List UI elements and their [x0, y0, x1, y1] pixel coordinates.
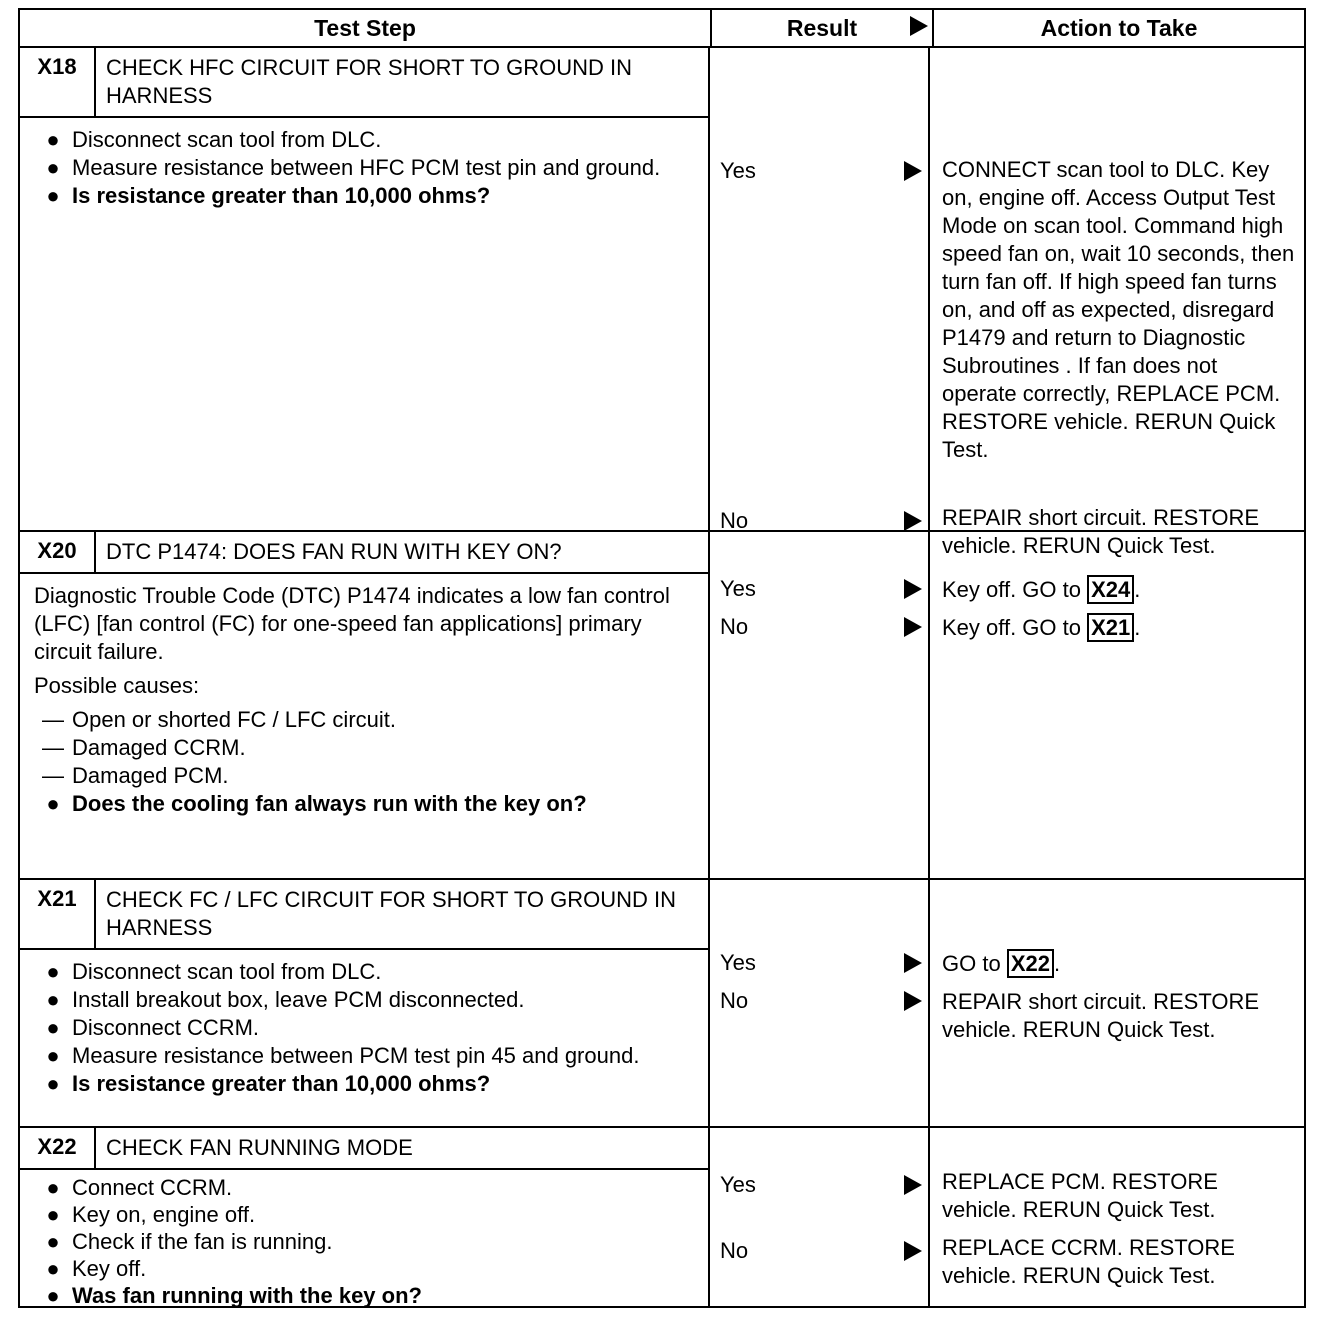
- list-item: [34, 1042, 698, 1070]
- list-item: [34, 154, 698, 182]
- arrow-icon: [904, 991, 922, 1011]
- list-item: [34, 762, 698, 790]
- list-item: [34, 1201, 698, 1228]
- step-id: X21: [20, 880, 96, 948]
- x22-step: [20, 1128, 710, 1306]
- action-yes: [942, 576, 1296, 604]
- list-item: [34, 1282, 698, 1309]
- section-x20: [20, 532, 1304, 880]
- action-yes: [942, 950, 1296, 978]
- result-no: [720, 508, 922, 534]
- bullet-icon: ●: [46, 1175, 60, 1200]
- x22-action: [930, 1128, 1304, 1306]
- arrow-icon: [910, 16, 928, 36]
- action-yes: CONNECT scan tool to DLC. Key on, engine off. Access Output Test Mode on scan tool. Command high speed fan on, wait 10 seconds, then turn fan off. If high speed fan turns on, and off as expected, disregard P1479 and return to Diagnostic Subroutines . If fan does not operate correctly, REPLACE PCM. RESTORE vehicle. RERUN Quick Test.: [942, 157, 1295, 462]
- bullet-icon: ●: [46, 183, 60, 208]
- bullet-text: Key on, engine off.: [72, 1202, 256, 1227]
- bullet-text: Disconnect scan tool from DLC.: [72, 127, 382, 152]
- result-yes-label: Yes: [720, 576, 756, 601]
- step-ref-x22[interactable]: X22: [1007, 949, 1054, 978]
- result-yes: [720, 158, 922, 184]
- result-no-label: No: [720, 988, 749, 1013]
- list-item: [34, 706, 698, 734]
- bullet-text: Connect CCRM.: [72, 1175, 233, 1200]
- step-ref-x24[interactable]: X24: [1087, 575, 1134, 604]
- action-suffix: .: [1053, 951, 1061, 976]
- bullet-text: Measure resistance between PCM test pin 45 and ground.: [72, 1043, 640, 1068]
- result-yes-label: Yes: [720, 158, 756, 183]
- bullet-icon: ●: [46, 1256, 60, 1281]
- list-item: [34, 1014, 698, 1042]
- list-item: [34, 1174, 698, 1201]
- x22-result: [710, 1128, 930, 1306]
- result-yes-label: Yes: [720, 1172, 756, 1197]
- cause-text: Open or shorted FC / LFC circuit.: [72, 707, 396, 732]
- table-header: [20, 10, 1304, 48]
- action-no: REPAIR short circuit. RESTORE vehicle. RERUN Quick Test.: [942, 505, 1260, 558]
- x21-body: [20, 950, 708, 1106]
- action-no: [942, 614, 1296, 642]
- cause-text: Damaged CCRM.: [72, 735, 246, 760]
- x22-body: [20, 1170, 708, 1317]
- bullet-text: Check if the fan is running.: [72, 1229, 333, 1254]
- step-ref-x21[interactable]: X21: [1087, 613, 1134, 642]
- bullet-question: Does the cooling fan always run with the key on?: [72, 791, 587, 816]
- dash-icon: —: [42, 763, 64, 788]
- action-yes-text: GO to: [942, 951, 1001, 976]
- dash-icon: —: [42, 735, 64, 760]
- header-test-step: Test Step: [20, 10, 712, 46]
- header-result-label: Result: [786, 14, 858, 41]
- x18-action: [930, 48, 1304, 558]
- bullet-icon: ●: [46, 127, 60, 152]
- bullet-icon: ●: [46, 155, 60, 180]
- list-item: [34, 1228, 698, 1255]
- bullet-icon: ●: [46, 1229, 60, 1254]
- bullet-text: Disconnect CCRM.: [72, 1015, 260, 1040]
- dash-icon: —: [42, 707, 64, 732]
- step-title: DTC P1474: DOES FAN RUN WITH KEY ON?: [106, 539, 562, 564]
- bullet-text: Key off.: [72, 1256, 147, 1281]
- description: Diagnostic Trouble Code (DTC) P1474 indicates a low fan control (LFC) [fan control (FC) for one-speed fan applications] primary circuit failure.: [34, 583, 670, 664]
- action-no-text: Key off. GO to: [942, 615, 1081, 640]
- action-no: REPLACE CCRM. RESTORE vehicle. RERUN Quick Test.: [942, 1235, 1235, 1288]
- arrow-icon: [904, 161, 922, 181]
- step-id: X20: [20, 532, 96, 572]
- bullet-icon: ●: [46, 987, 60, 1012]
- arrow-icon: [904, 1241, 922, 1261]
- step-title: CHECK HFC CIRCUIT FOR SHORT TO GROUND IN HARNESS: [106, 55, 633, 108]
- list-item: [34, 790, 698, 818]
- header-result: [712, 10, 934, 46]
- x21-title-row: [20, 880, 708, 950]
- list-item: [34, 958, 698, 986]
- bullet-question: Was fan running with the key on?: [72, 1283, 422, 1308]
- bullet-icon: ●: [46, 1202, 60, 1227]
- arrow-icon: [904, 1175, 922, 1195]
- result-no: [720, 1238, 922, 1264]
- action-suffix: .: [1134, 577, 1141, 602]
- header-action: Action to Take: [1040, 14, 1198, 41]
- bullet-icon: ●: [46, 1043, 60, 1068]
- x20-result: [710, 532, 930, 878]
- action-yes-text: Key off. GO to: [942, 577, 1081, 602]
- bullet-question: Is resistance greater than 10,000 ohms?: [72, 1071, 491, 1096]
- result-no-label: No: [720, 614, 749, 639]
- list-item: [34, 182, 698, 210]
- x22-title-row: [20, 1128, 708, 1170]
- x18-result: [710, 48, 930, 533]
- cause-text: Damaged PCM.: [72, 763, 229, 788]
- arrow-icon: [904, 953, 922, 973]
- action-no: REPAIR short circuit. RESTORE vehicle. RERUN Quick Test.: [942, 989, 1260, 1042]
- step-title: CHECK FC / LFC CIRCUIT FOR SHORT TO GROUND IN HARNESS: [106, 887, 677, 940]
- bullet-icon: ●: [46, 1283, 60, 1308]
- result-no-label: No: [720, 508, 749, 533]
- x18-body: [20, 118, 708, 218]
- x20-step: [20, 532, 710, 878]
- diagnostic-table: [18, 8, 1306, 1308]
- arrow-icon: [904, 579, 922, 599]
- x20-title-row: [20, 532, 708, 574]
- x20-body: [20, 574, 708, 826]
- list-item: [34, 986, 698, 1014]
- result-yes: [720, 1172, 922, 1198]
- x21-action: [930, 880, 1304, 1126]
- bullet-icon: ●: [46, 1015, 60, 1040]
- x18-title-row: [20, 48, 708, 118]
- bullet-text: Disconnect scan tool from DLC.: [72, 959, 382, 984]
- x21-result: [710, 880, 930, 1126]
- list-item: [34, 1255, 698, 1282]
- step-id: X18: [20, 48, 96, 116]
- section-x22: [20, 1128, 1304, 1306]
- bullet-text: Measure resistance between HFC PCM test pin and ground.: [72, 155, 661, 180]
- step-title: CHECK FAN RUNNING MODE: [106, 1135, 413, 1160]
- bullet-question: Is resistance greater than 10,000 ohms?: [72, 183, 491, 208]
- causes-label: Possible causes:: [34, 673, 200, 698]
- bullet-icon: ●: [46, 791, 60, 816]
- action-suffix: .: [1134, 615, 1141, 640]
- list-item: [34, 734, 698, 762]
- x21-step: [20, 880, 710, 1126]
- result-yes-label: Yes: [720, 950, 756, 975]
- list-item: [34, 126, 698, 154]
- bullet-text: Install breakout box, leave PCM disconnected.: [72, 987, 525, 1012]
- result-no-label: No: [720, 1238, 749, 1263]
- step-id: X22: [20, 1128, 96, 1168]
- result-yes: [720, 576, 922, 602]
- action-yes: REPLACE PCM. RESTORE vehicle. RERUN Quick Test.: [942, 1169, 1218, 1222]
- x20-action: [930, 532, 1304, 878]
- section-x21: [20, 880, 1304, 1128]
- x18-step: [20, 48, 710, 530]
- list-item: [34, 1070, 698, 1098]
- bullet-icon: ●: [46, 1071, 60, 1096]
- result-no: [720, 614, 922, 640]
- bullet-icon: ●: [46, 959, 60, 984]
- result-no: [720, 988, 922, 1014]
- arrow-icon: [904, 617, 922, 637]
- result-yes: [720, 950, 922, 976]
- arrow-icon: [904, 511, 922, 531]
